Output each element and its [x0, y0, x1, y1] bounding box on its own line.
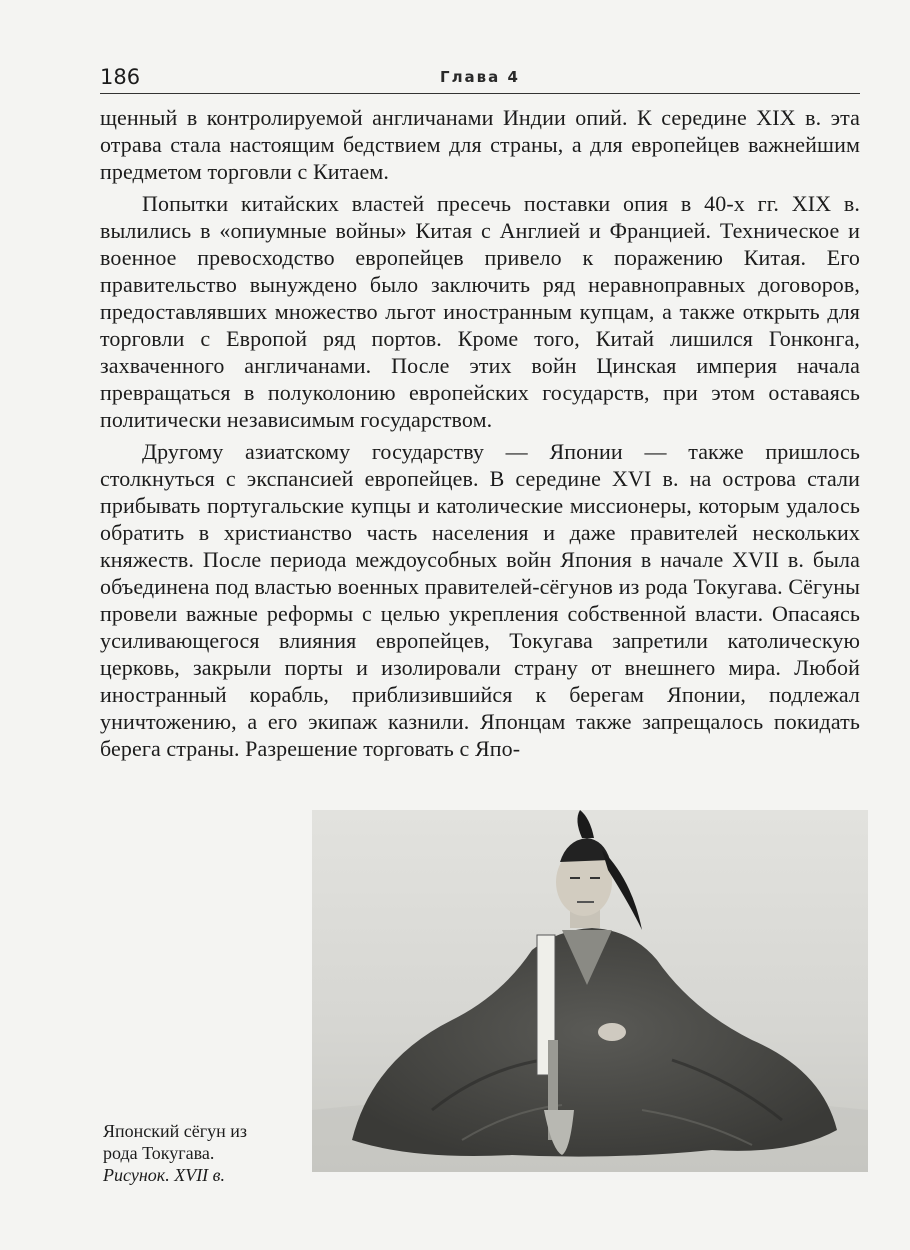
chapter-title: Глава 4	[440, 68, 520, 86]
paragraph-3: Другому азиатскому государству — Японии — также пришлось столкнуться с экспансией европейцев. В середине XVI в. на острова стали прибывать португальские купцы и католические миссионеры, которым удалось обратить в христианство часть населения и даже правителей нескольких княжеств. После периода междоусобных войн Япония в начале XVII в. была объединена под властью военных правителей-сёгунов из рода Токугава. Сёгуны провели важные реформы с целью укрепления собственной власти. Опасаясь усиливающегося влияния европейцев, Токугава запретили католическую церковь, закрыли порты и изолировали страну от внешнего мира. Любой иностранный корабль, приблизившийся к берегам Японии, подлежал уничтожению, а его экипаж казнили. Японцам также запрещалось покидать берега страны. Разрешение торговать с Япо-	[100, 439, 860, 761]
page-header	[100, 62, 860, 94]
body-text	[100, 104, 860, 762]
header-rule	[100, 93, 860, 94]
figure-caption	[103, 1120, 303, 1186]
caption-line-3: Рисунок. XVII в.	[103, 1165, 225, 1185]
paragraph-1: щенный в контролируемой англичанами Индии опий. К середине XIX в. эта отрава стала настоящим бедствием для страны, а для европейцев важнейшим предметом торговли с Китаем.	[100, 105, 860, 184]
paragraph-2: Попытки китайских властей пресечь поставки опия в 40-х гг. XIX в. вылились в «опиумные войны» Китая с Англией и Францией. Техническое и военное превосходство европейцев привело к поражению Китая. Его правительство вынуждено было заключить ряд неравноправных договоров, предоставлявших множество льгот иностранным купцам, а также открыть для торговли с Европой ряд портов. Кроме того, Китай лишился Гонконга, захваченного англичанами. После этих войн Цинская империя начала превращаться в полуколонию европейских государств, при этом оставаясь политически независимым государством.	[100, 191, 860, 432]
caption-line-2: рода Токугава.	[103, 1143, 215, 1163]
shogun-illustration	[312, 810, 868, 1172]
page-number: 186	[100, 65, 141, 89]
caption-line-1: Японский сёгун из	[103, 1121, 248, 1141]
